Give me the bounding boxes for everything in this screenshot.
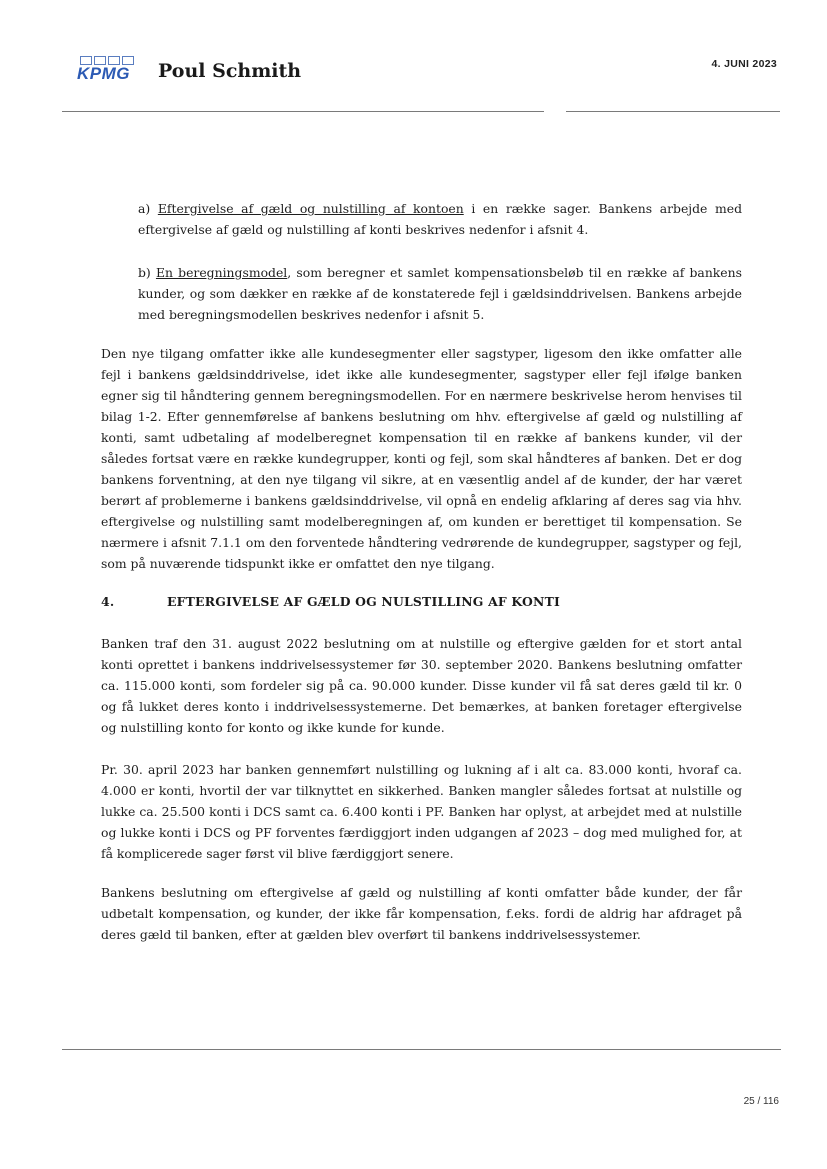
list-item-b-text: , som beregner et samlet kompensationsbeløb til en række af bankens kunder, og som dækker en række af de konstaterede fejl i gældsinddrivelsen. Bankens arbejde med beregningsmodellen beskrives nedenfor i afsnit 5. [138,265,742,322]
section-number: 4. [101,594,115,609]
paragraph-3 [101,759,742,864]
list-item-b [138,262,742,325]
header-date: 4. JUNI 2023 [711,58,777,70]
section-title: EFTERGIVELSE AF GÆLD OG NULSTILLING AF KONTI [167,594,560,609]
list-item-a [138,198,742,240]
list-item-a-prefix: a) [138,201,158,216]
section-heading [101,594,742,609]
kpmg-logo [77,56,139,86]
paragraph-4-text: Bankens beslutning om eftergivelse af gæld og nulstilling af konti omfatter både kunder, der får udbetalt kompensation, og kunder, der ikke får kompensation, f.eks. fordi de aldrig har afdraget på deres gæld til banken, efter at gælden blev overført til bankens inddrivelsessystemer. [101,885,742,942]
paragraph-2 [101,633,742,738]
paragraph-1-text: Den nye tilgang omfatter ikke alle kundesegmenter eller sagstyper, ligesom den ikke omfatter alle fejl i bankens gældsinddrivelse, idet ikke alle kundesegmenter, sagstyper eller fejl ifølge banken egner sig til håndtering gennem beregningsmodellen. For en nærmere beskrivelse herom henvises til bilag 1-2. Efter gennemførelse af bankens beslutning om hhv. eftergivelse af gæld og nulstilling af konti, samt udbetaling af modelberegnet kompensation til en række af bankens kunder, vil der således fortsat være en række kundegrupper, konti og fejl, som skal håndteres af banken. Det er dog bankens forventning, at den nye tilgang vil sikre, at en væsentlig andel af de kunder, der har været berørt af problemerne i bankens gældsinddrivelse, vil opnå en endelig afklaring af deres sag via hhv. eftergivelse og nulstilling samt modelberegningen af, om kunden er berettiget til kompensation. Se nærmere i afsnit 7.1.1 om den forventede håndtering vedrørende de kundegrupper, sagstyper og fejl, som på nuværende tidspunkt ikke er omfattet den nye tilgang. [101,346,742,571]
list-item-a-text: i en række sager. Bankens arbejde med eftergivelse af gæld og nulstilling af konti beskrives nedenfor i afsnit 4. [138,201,742,237]
list-item-b-link: En beregningsmodel [155,265,288,280]
list-item-b-prefix: b) [138,265,156,280]
page-number: 25 / 116 [743,1096,779,1107]
kpmg-wordmark: KPMG [77,64,130,83]
paragraph-4 [101,882,742,945]
list-item-a-link: Eftergivelse af gæld og nulstilling af kontoen [157,201,464,216]
header-rule-right [566,111,780,112]
firm-name: Poul Schmith [158,60,302,82]
footer-rule [62,1049,781,1050]
header-rule-left [62,111,544,112]
paragraph-1 [101,343,742,574]
paragraph-3-text: Pr. 30. april 2023 har banken gennemført nulstilling og lukning af i alt ca. 83.000 konti, hvoraf ca. 4.000 er konti, hvortil der var tilknyttet en sikkerhed. Banken mangler således fortsat at nulstille og lukke ca. 25.500 konti i DCS samt ca. 6.400 konti i PF. Banken har oplyst, at arbejdet med at nulstille og lukke konti i DCS og PF forventes færdiggjort inden udgangen af 2023 – dog med mulighed for, at få komplicerede sager først vil blive færdiggjort senere. [101,762,742,861]
paragraph-2-text: Banken traf den 31. august 2022 beslutning om at nulstille og eftergive gælden for et stort antal konti oprettet i bankens inddrivelsessystemer før 30. september 2020. Bankens beslutning omfatter ca. 115.000 konti, som fordeler sig på ca. 90.000 kunder. Disse kunder vil få sat deres gæld til kr. 0 og få lukket deres konto i inddrivelsessystemerne. Det bemærkes, at banken foretager eftergivelse og nulstilling konto for konto og ikke kunde for kunde. [101,636,742,735]
